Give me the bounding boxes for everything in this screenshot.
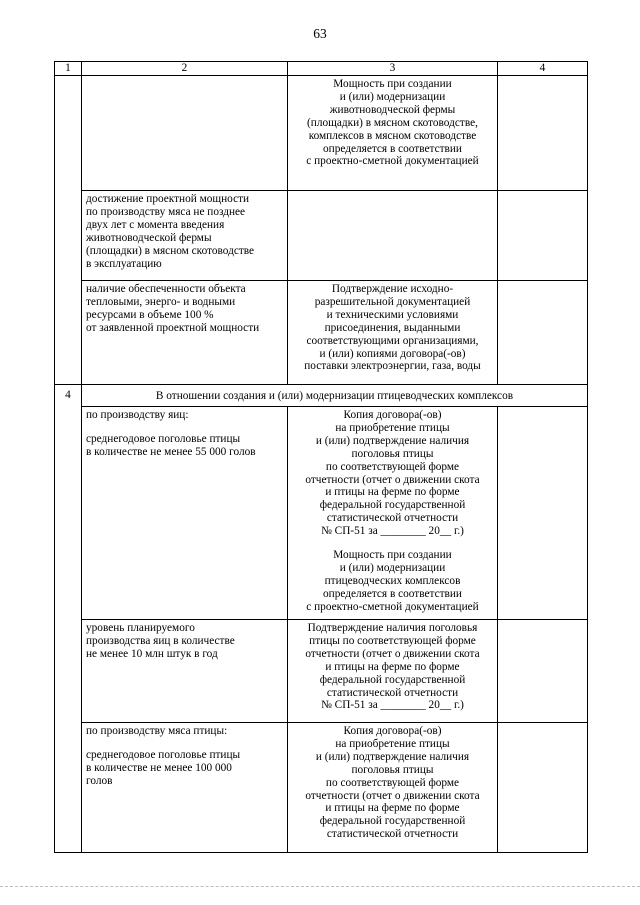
text-line: наличие обеспеченности объекта — [86, 283, 246, 295]
text-line: статистической отчетности — [326, 512, 459, 525]
text-line: тепловыми, энерго- и водными — [86, 295, 236, 308]
note-cell — [498, 76, 588, 191]
capacity-text — [292, 549, 493, 614]
table-row — [55, 281, 588, 385]
text-line: (площадки) в мясном скотоводстве, — [307, 116, 478, 129]
text-line: отчетности (отчет о движении скота — [305, 647, 480, 660]
criterion-heading: по производству мяса птицы: — [86, 725, 228, 737]
criterion-cell — [82, 407, 288, 620]
confirmation-text — [292, 725, 493, 841]
criterion-text — [86, 193, 283, 270]
confirmation-cell — [288, 723, 498, 853]
text-line: и птицы на ферме по форме — [325, 802, 460, 815]
text-line: и птицы на ферме по форме — [325, 660, 460, 673]
text-line: № СП-51 за ________ 20__ г.) — [321, 699, 464, 712]
confirmation-cell — [288, 76, 498, 191]
text-line: и (или) подтверждение наличия — [315, 434, 470, 447]
criterion-heading: по производству яиц: — [86, 409, 189, 421]
criterion-cell — [82, 281, 288, 385]
text-line: по производству мяса не позднее — [86, 205, 246, 218]
text-line: птицы по соответствующей форме — [309, 634, 476, 647]
header-col-2: 2 — [82, 62, 288, 76]
text-line: комплексов в мясном скотоводстве — [308, 129, 477, 142]
text-line: по соответствующей форме — [325, 776, 460, 789]
confirmation-text — [292, 622, 493, 712]
text-line: поставки электроэнергии, газа, воды — [304, 360, 481, 373]
table-row — [55, 76, 588, 191]
text-line: ресурсами в объеме 100 % — [86, 308, 214, 321]
text-line: (площадки) в мясном скотоводстве — [86, 244, 255, 257]
note-cell — [498, 723, 588, 853]
confirmation-text — [292, 78, 493, 168]
note-cell — [498, 407, 588, 620]
criterion-text — [86, 622, 283, 661]
text-line: на приобретение птицы — [335, 421, 450, 434]
table-row — [55, 620, 588, 723]
text-line: среднегодовое поголовье птицы — [86, 432, 241, 445]
text-line: с проектно-сметной документацией — [306, 600, 479, 613]
text-line: среднегодовое поголовье птицы — [86, 748, 241, 761]
text-line: с проектно-сметной документацией — [306, 155, 479, 168]
text-line: статистической отчетности — [326, 686, 459, 699]
confirmation-cell — [288, 620, 498, 723]
text-line: по соответствующей форме — [325, 460, 460, 473]
text-line: не менее 10 млн штук в год — [86, 647, 218, 660]
text-line: Мощность при создании — [333, 549, 452, 562]
header-col-4: 4 — [498, 62, 588, 76]
table-header-row — [55, 62, 588, 76]
criterion-text — [86, 283, 283, 335]
table-row — [55, 191, 588, 281]
text-line: в количестве не менее 100 000 — [86, 761, 232, 774]
confirmation-text — [292, 283, 493, 373]
text-line: присоединения, выданными — [324, 321, 461, 334]
text-line: статистической отчетности — [326, 828, 459, 841]
confirmation-cell — [288, 281, 498, 385]
criterion-cell — [82, 76, 288, 191]
text-line: животноводческой фермы — [86, 231, 212, 244]
section-title: В отношении создания и (или) модернизации птицеводческих комплексов — [82, 385, 588, 407]
text-line: Мощность при создании — [333, 78, 452, 90]
text-line: и (или) модернизации — [339, 90, 446, 103]
text-line: федеральной государственной — [319, 815, 466, 828]
header-col-1: 1 — [55, 62, 82, 76]
table-row — [55, 407, 588, 620]
text-line: № СП-51 за ________ 20__ г.) — [321, 525, 464, 538]
text-line: Подтверждение наличия поголовья — [307, 622, 478, 634]
scan-edge-line — [0, 886, 640, 887]
text-line: птицеводческих комплексов — [324, 574, 461, 587]
section-header-row — [55, 385, 588, 407]
text-line: отчетности (отчет о движении скота — [305, 473, 480, 486]
text-line: и птицы на ферме по форме — [325, 486, 460, 499]
text-line: определяется в соответствии — [323, 587, 462, 600]
text-line: в эксплуатацию — [86, 257, 162, 270]
confirmation-text — [292, 409, 493, 538]
text-line: на приобретение птицы — [335, 737, 450, 750]
text-line: от заявленной проектной мощности — [86, 321, 260, 334]
text-line: разрешительной документацией — [314, 295, 471, 308]
text-line: производства яиц в количестве — [86, 634, 235, 647]
text-line: животноводческой фермы — [329, 103, 456, 116]
criterion-cell — [82, 620, 288, 723]
row-number-cell — [55, 76, 82, 385]
text-line: Подтверждение исходно- — [331, 283, 454, 295]
text-line: Копия договора(-ов) — [343, 409, 442, 421]
text-line: и (или) модернизации — [339, 561, 446, 574]
text-line: поголовья птицы — [351, 447, 434, 460]
confirmation-cell — [288, 407, 498, 620]
note-cell — [498, 281, 588, 385]
text-line: и (или) подтверждение наличия — [315, 750, 470, 763]
confirmation-cell — [288, 191, 498, 281]
criterion-cell — [82, 191, 288, 281]
criterion-cell — [82, 723, 288, 853]
text-line: определяется в соответствии — [323, 142, 462, 155]
criterion-text — [86, 749, 283, 788]
text-line: Копия договора(-ов) — [343, 725, 442, 737]
text-line: федеральной государственной — [319, 673, 466, 686]
text-line: поголовья птицы — [351, 763, 434, 776]
text-line: в количестве не менее 55 000 голов — [86, 445, 256, 458]
page-number: 63 — [313, 26, 327, 41]
text-line: голов — [86, 774, 113, 787]
text-line: отчетности (отчет о движении скота — [305, 789, 480, 802]
criterion-text — [86, 433, 283, 459]
section-number: 4 — [55, 385, 82, 853]
text-line: и техническими условиями — [326, 308, 459, 321]
table-row — [55, 723, 588, 853]
text-line: уровень планируемого — [86, 622, 195, 634]
text-line: соответствующими организациями, — [306, 334, 479, 347]
text-line: федеральной государственной — [319, 499, 466, 512]
requirements-table — [54, 61, 588, 853]
text-line: двух лет с момента введения — [86, 218, 225, 231]
note-cell — [498, 620, 588, 723]
note-cell — [498, 191, 588, 281]
header-col-3: 3 — [288, 62, 498, 76]
text-line: достижение проектной мощности — [86, 193, 250, 205]
text-line: и (или) копиями договора(-ов) — [319, 347, 466, 360]
